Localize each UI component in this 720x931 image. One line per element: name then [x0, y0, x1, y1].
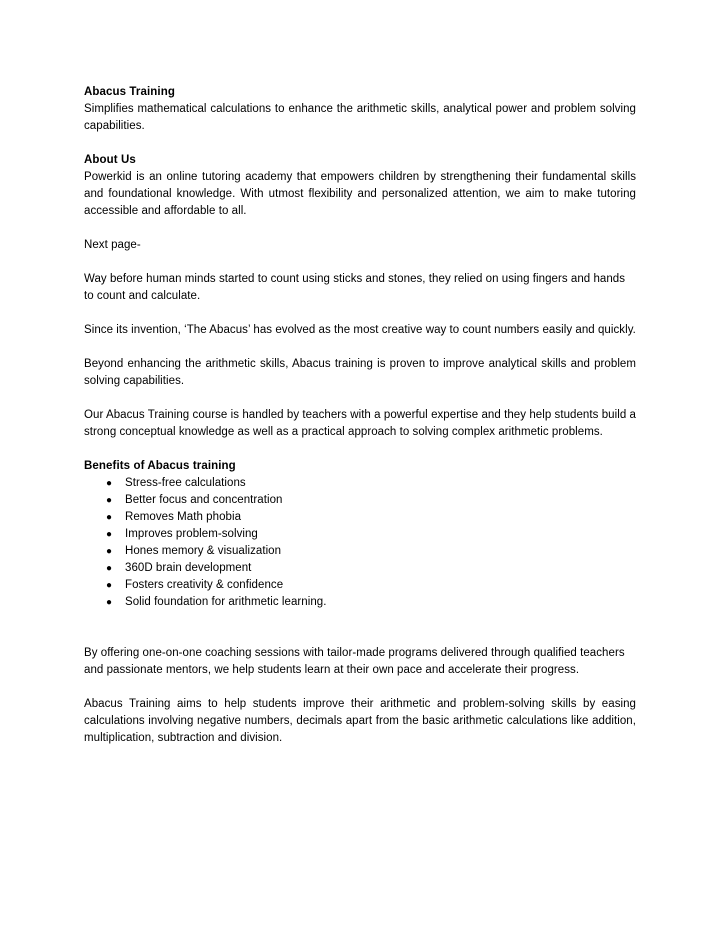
- paragraph-about-us-body: Powerkid is an online tutoring academy that empowers children by strengthening their fundamental skills and foundational knowledge. With utmost flexibility and personalized attention, we aim to make tutoring accessible and affordable to all.: [84, 171, 636, 217]
- list-item-label: Stress-free calculations: [125, 477, 246, 489]
- paragraph-spacer: [84, 390, 636, 407]
- list-item: [84, 509, 636, 526]
- paragraph-beyond-enhancing: Beyond enhancing the arithmetic skills, Abacus training is proven to improve analytical skills and problem solving capabilities.: [84, 358, 636, 387]
- bullet-icon: ●: [106, 580, 113, 591]
- bullet-icon: ●: [106, 597, 113, 608]
- paragraph-spacer: [84, 135, 636, 152]
- paragraph-spacer: [84, 305, 636, 322]
- list-item-label: 360D brain development: [125, 562, 252, 574]
- heading-about-us: About Us: [84, 154, 136, 166]
- paragraph-spacer: [84, 679, 636, 696]
- next-page-marker: Next page-: [84, 239, 141, 251]
- list-item-label: Hones memory & visualization: [125, 545, 282, 557]
- benefits-list: [84, 475, 636, 611]
- paragraph-since-its-invention: Since its invention, ‘The Abacus’ has evolved as the most creative way to count numbers easily and quickly.: [84, 324, 636, 336]
- bullet-icon: ●: [106, 478, 113, 489]
- paragraph-spacer: [84, 220, 636, 237]
- document-content: [84, 84, 636, 747]
- list-item-label: Solid foundation for arithmetic learning.: [125, 596, 327, 608]
- list-item: [84, 594, 636, 611]
- list-item: [84, 475, 636, 492]
- paragraph-by-offering: By offering one-on-one coaching sessions with tailor-made programs delivered through qualified teachers and passionate mentors, we help students learn at their own pace and accelerate their progress.: [84, 647, 625, 676]
- list-item-label: Fosters creativity & confidence: [125, 579, 284, 591]
- heading-abacus-training: Abacus Training: [84, 86, 175, 98]
- heading-benefits-of-abacus-training: Benefits of Abacus training: [84, 460, 236, 472]
- bullet-icon: ●: [106, 495, 113, 506]
- paragraph-way-before: Way before human minds started to count using sticks and stones, they relied on using fingers and hands to count and calculate.: [84, 273, 626, 302]
- list-item: [84, 526, 636, 543]
- list-item: [84, 560, 636, 577]
- paragraph-spacer: [84, 441, 636, 458]
- list-item: [84, 492, 636, 509]
- paragraph-our-abacus-training-course: Our Abacus Training course is handled by teachers with a powerful expertise and they help students build a strong conceptual knowledge as well as a practical approach to solving complex arithmetic problems.: [84, 409, 636, 438]
- list-item: [84, 577, 636, 594]
- bullet-icon: ●: [106, 546, 113, 557]
- bullet-icon: ●: [106, 529, 113, 540]
- bullet-icon: ●: [106, 512, 113, 523]
- list-item: [84, 543, 636, 560]
- paragraph-abacus-training-body: Simplifies mathematical calculations to enhance the arithmetic skills, analytical power and problem solving capabilities.: [84, 103, 636, 132]
- section-spacer: [84, 611, 636, 645]
- paragraph-abacus-training-aims: Abacus Training aims to help students improve their arithmetic and problem-solving skills by easing calculations involving negative numbers, decimals apart from the basic arithmetic calculations like addition, multiplication, subtraction and division.: [84, 698, 636, 744]
- list-item-label: Better focus and concentration: [125, 494, 283, 506]
- bullet-icon: ●: [106, 563, 113, 574]
- list-item-label: Improves problem-solving: [125, 528, 258, 540]
- paragraph-spacer: [84, 339, 636, 356]
- paragraph-spacer: [84, 254, 636, 271]
- list-item-label: Removes Math phobia: [125, 511, 242, 523]
